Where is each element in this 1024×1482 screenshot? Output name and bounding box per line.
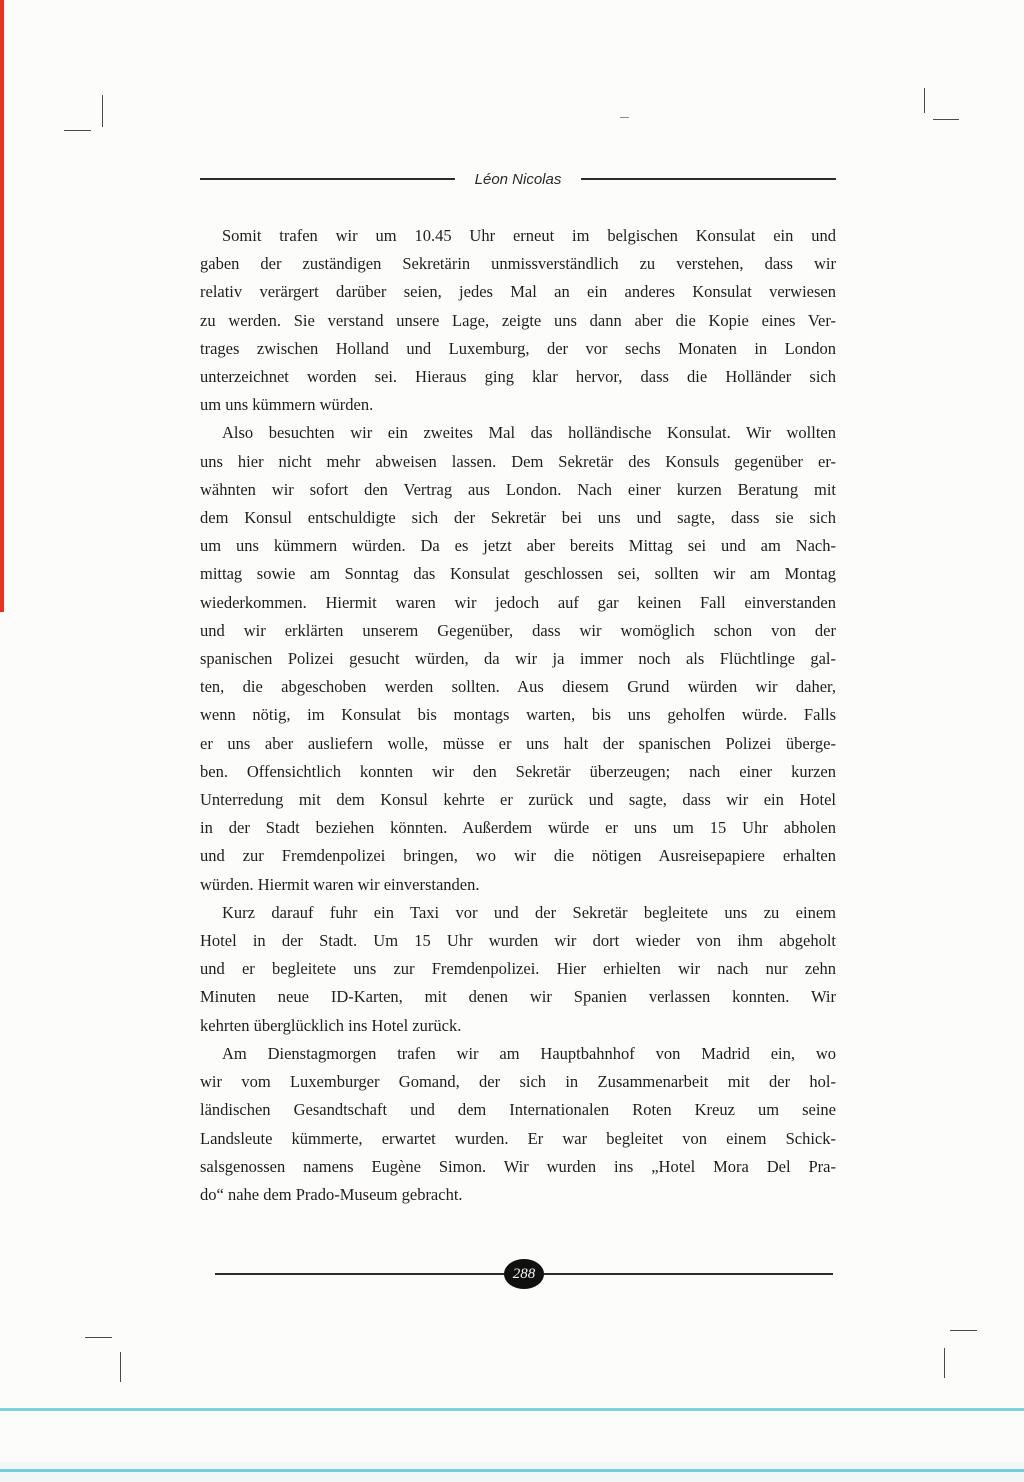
text-line: und er begleitete uns zur Fremdenpolizei. Hier erhielten wir nach nur zehn <box>200 959 836 979</box>
text-line: um uns kümmern würden. Da es jetzt aber bereits Mittag sei und am Nach- <box>200 536 836 556</box>
text-line: wiederkommen. Hiermit waren wir jedoch auf gar keinen Fall einverstanden <box>200 592 836 612</box>
cropmark-top-left-vertical <box>102 95 103 127</box>
text-line: trages zwischen Holland und Luxemburg, der vor sechs Monaten in London <box>200 338 836 358</box>
paragraph <box>200 222 836 419</box>
text-line: ländischen Gesandtschaft und dem Internationalen Roten Kreuz um seine <box>200 1100 836 1120</box>
header-rule-left <box>200 178 455 180</box>
text-line: und wir erklärten unserem Gegenüber, dass wir womöglich schon von der <box>200 620 836 640</box>
text-line: Am Dienstagmorgen trafen wir am Hauptbahnhof von Madrid ein, wo <box>222 1043 836 1063</box>
text-line: relativ verärgert darüber seien, jedes Mal an ein anderes Konsulat verwiesen <box>200 282 836 302</box>
cropmark-bottom-right-horizontal <box>950 1330 977 1331</box>
text-line: zu werden. Sie verstand unsere Lage, zeigte uns dann aber die Kopie eines Ver- <box>200 310 836 330</box>
cropmark-top-right-horizontal <box>933 119 959 120</box>
text-line: Minuten neue ID-Karten, mit denen wir Spanien verlassen konnten. Wir <box>200 987 836 1007</box>
paragraph <box>200 419 836 898</box>
page-footer <box>215 1258 833 1292</box>
running-header <box>200 166 836 192</box>
scan-artifact-bottom-band <box>0 1462 1024 1482</box>
text-line: do“ nahe dem Prado-Museum gebracht. <box>200 1184 463 1204</box>
text-line: wenn nötig, im Konsulat bis montags warten, bis uns geholfen würde. Falls <box>200 705 836 725</box>
text-line: ben. Offensichtlich konnten wir den Sekretär überzeugen; nach einer kurzen <box>200 761 836 781</box>
text-line: Unterredung mit dem Konsul kehrte er zurück und sagte, dass wir ein Hotel <box>200 790 836 810</box>
cropmark-top-center <box>620 117 629 118</box>
text-block <box>200 222 836 1209</box>
paragraph <box>200 1040 836 1209</box>
text-line: würden. Hiermit waren wir einverstanden. <box>200 874 480 894</box>
text-line: gaben der zuständigen Sekretärin unmissverständlich zu verstehen, dass wir <box>200 254 836 274</box>
text-line: kehrten überglücklich ins Hotel zurück. <box>200 1015 462 1035</box>
text-line: Also besuchten wir ein zweites Mal das holländische Konsulat. Wir wollten <box>222 423 836 443</box>
text-line: dem Konsul entschuldigte sich der Sekretär bei uns und sagte, dass sie sich <box>200 508 836 528</box>
scan-artifact-cyan-line-upper <box>0 1408 1024 1411</box>
text-line: Landsleute kümmerte, erwartet wurden. Er war begleitet von einem Schick- <box>200 1128 836 1148</box>
text-line: uns hier nicht mehr abweisen lassen. Dem Sekretär des Konsuls gegenüber er- <box>200 451 836 471</box>
text-line: und zur Fremdenpolizei bringen, wo wir die nötigen Ausreisepapiere erhalten <box>200 846 836 866</box>
cropmark-top-left-horizontal <box>64 130 91 131</box>
text-line: um uns kümmern würden. <box>200 395 374 415</box>
paragraph <box>200 899 836 1040</box>
text-line: er uns aber ausliefern wolle, müsse er uns halt der spanischen Polizei überge- <box>200 733 836 753</box>
text-line: salsgenossen namens Eugène Simon. Wir wurden ins „Hotel Mora Del Pra- <box>200 1156 836 1176</box>
scan-artifact-cyan-line-lower <box>0 1469 1024 1472</box>
text-line: Hotel in der Stadt. Um 15 Uhr wurden wir dort wieder von ihm abgeholt <box>200 931 836 951</box>
text-line: unterzeichnet worden sei. Hieraus ging klar hervor, dass die Holländer sich <box>200 367 836 387</box>
text-line: spanischen Polizei gesucht würden, da wir ja immer noch als Flüchtlinge gal- <box>200 649 836 669</box>
cropmark-bottom-right-vertical <box>944 1348 945 1378</box>
text-line: Somit trafen wir um 10.45 Uhr erneut im belgischen Konsulat ein und <box>222 226 836 245</box>
page-number-badge <box>504 1259 544 1289</box>
text-line: ten, die abgeschoben werden sollten. Aus diesem Grund würden wir daher, <box>200 677 836 697</box>
page-number: 288 <box>512 1265 536 1282</box>
text-line: wir vom Luxemburger Gomand, der sich in Zusammenarbeit mit der hol- <box>200 1072 836 1092</box>
text-line: in der Stadt beziehen könnten. Außerdem würde er uns um 15 Uhr abholen <box>200 818 836 838</box>
scan-artifact-red-edge <box>0 0 4 612</box>
text-line: wähnten wir sofort den Vertrag aus London. Nach einer kurzen Beratung mit <box>200 479 836 499</box>
cropmark-top-right-vertical <box>924 88 925 113</box>
text-line: mittag sowie am Sonntag das Konsulat geschlossen sei, sollten wir am Montag <box>200 564 836 584</box>
cropmark-bottom-left-horizontal <box>85 1337 112 1338</box>
header-rule-right <box>581 178 836 180</box>
header-author-name: Léon Nicolas <box>474 170 562 188</box>
text-line: Kurz darauf fuhr ein Taxi vor und der Sekretär begleitete uns zu einem <box>222 902 836 922</box>
cropmark-bottom-left-vertical <box>120 1352 121 1382</box>
